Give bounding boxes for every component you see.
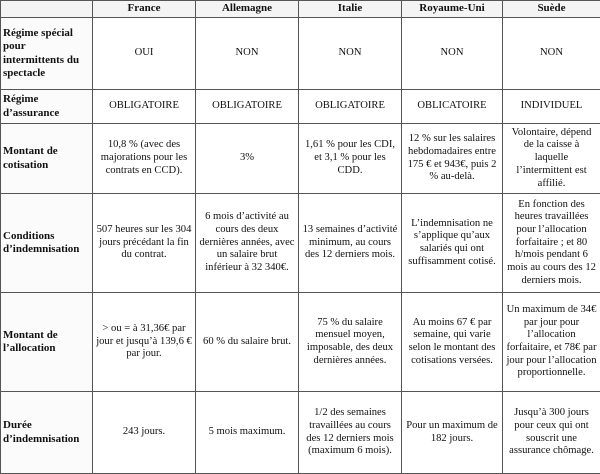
table-cell: NON — [299, 18, 402, 90]
table-cell: OBLICATOIRE — [402, 90, 503, 124]
row-label: Régime spécial pour intermittents du spectacle — [1, 18, 93, 90]
row-label: Régime d’assurance — [1, 90, 93, 124]
table-row — [1, 392, 600, 474]
table-cell: 6 mois d’activité au cours des deux dernières années, avec un salaire brut inférieur à 32 340€. — [196, 194, 299, 293]
column-header-royaume-uni: Royaume-Uni — [402, 1, 503, 18]
row-label: Durée d’indemnisation — [1, 392, 93, 474]
table-cell: 1,61 % pour les CDI, et 3,1 % pour les CDD. — [299, 124, 402, 194]
row-label: Montant de l’allocation — [1, 293, 93, 392]
table-cell: 13 semaines d’activité minimum, au cours des 12 derniers mois. — [299, 194, 402, 293]
row-label: Conditions d’indemnisation — [1, 194, 93, 293]
column-header-france: France — [93, 1, 196, 18]
table-cell: 507 heures sur les 304 jours précédant la fin du contrat. — [93, 194, 196, 293]
table-cell: 3% — [196, 124, 299, 194]
table-cell: NON — [196, 18, 299, 90]
table-cell: 10,8 % (avec des majorations pour les contrats en CCD). — [93, 124, 196, 194]
table-cell: Pour un maximum de 182 jours. — [402, 392, 503, 474]
table-row — [1, 90, 600, 124]
table-cell: 243 jours. — [93, 392, 196, 474]
table-cell: NON — [402, 18, 503, 90]
table-header-row — [1, 1, 600, 18]
table-cell: 5 mois maximum. — [196, 392, 299, 474]
table-cell: > ou = à 31,36€ par jour et jusqu’à 139,6 € par jour. — [93, 293, 196, 392]
table-cell: Jusqu’à 300 jours pour ceux qui ont souscrit une assurance chômage. — [503, 392, 600, 474]
row-label: Montant de cotisation — [1, 124, 93, 194]
table-cell: OBLIGATOIRE — [93, 90, 196, 124]
table-cell: OUI — [93, 18, 196, 90]
table-cell: En fonction des heures travaillées pour l’allocation forfaitaire ; et 80 h/mois pendant 6 mois au cours des 12 derniers mois. — [503, 194, 600, 293]
table-cell: 75 % du salaire mensuel moyen, imposable, des deux dernières années. — [299, 293, 402, 392]
header-corner — [1, 1, 93, 18]
table-cell: NON — [503, 18, 600, 90]
table-cell: 60 % du salaire brut. — [196, 293, 299, 392]
table-cell: 12 % sur les salaires hebdomadaires entre 175 € et 943€, puis 2 % au-delà. — [402, 124, 503, 194]
table-row — [1, 293, 600, 392]
column-header-suede: Suède — [503, 1, 600, 18]
table-cell: Volontaire, dépend de la caisse à laquelle l’intermittent est affilié. — [503, 124, 600, 194]
table-cell: OBLIGATOIRE — [196, 90, 299, 124]
table-cell: 1/2 des semaines travaillées au cours des 12 derniers mois (maximum 6 mois). — [299, 392, 402, 474]
table-row — [1, 18, 600, 90]
table-cell: Au moins 67 € par semaine, qui varie selon le montant des cotisations versées. — [402, 293, 503, 392]
column-header-italie: Italie — [299, 1, 402, 18]
table-cell: INDIVIDUEL — [503, 90, 600, 124]
column-header-allemagne: Allemagne — [196, 1, 299, 18]
table-cell: OBLIGATOIRE — [299, 90, 402, 124]
table-row — [1, 124, 600, 194]
table-cell: L’indemnisation ne s’applique qu’aux salariés qui ont suffisamment cotisé. — [402, 194, 503, 293]
table-row — [1, 194, 600, 293]
table-cell: Un maximum de 34€ par jour pour l’allocation forfaitaire, et 78€ par jour pour l’allocation proportionnelle. — [503, 293, 600, 392]
